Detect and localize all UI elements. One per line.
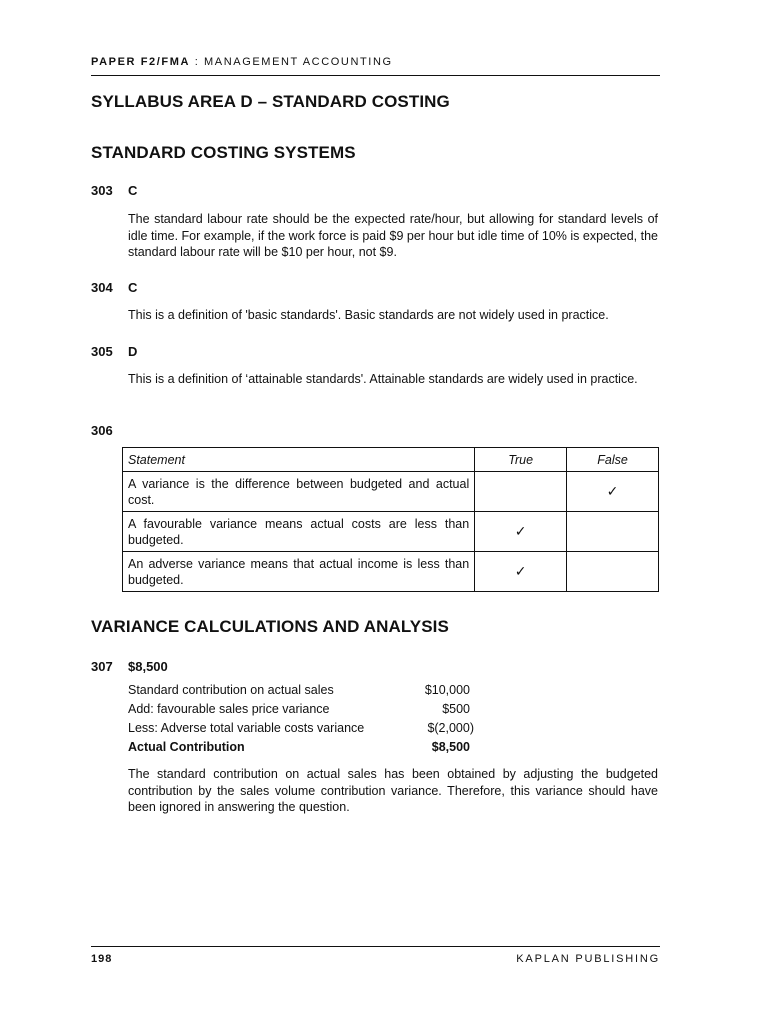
question-answer: $8,500: [128, 659, 168, 674]
question-number: 303: [91, 183, 113, 198]
calc-value: $8,500: [431, 740, 470, 754]
question-answer: C: [128, 280, 138, 295]
question-number: 306: [91, 423, 113, 438]
calc-value: $500: [442, 702, 470, 716]
question-number: 304: [91, 280, 113, 295]
column-header-statement: Statement: [123, 448, 475, 472]
calc-label: Add: favourable sales price variance: [128, 702, 330, 716]
statement-cell: An adverse variance means that actual income is less than budgeted.: [123, 552, 475, 592]
calc-label: Standard contribution on actual sales: [128, 683, 334, 697]
answer-explanation: This is a definition of 'basic standards'. Basic standards are not widely used in practice.: [128, 308, 609, 322]
question-number: 305: [91, 344, 113, 359]
header-separator: :: [190, 56, 205, 68]
table-row: [123, 472, 659, 512]
table-row: [123, 512, 659, 552]
column-header-false: False: [567, 448, 659, 472]
table-row: [123, 552, 659, 592]
footer-rule: [91, 946, 660, 947]
publisher-name: KAPLAN PUBLISHING: [516, 953, 660, 965]
false-cell: ✓: [567, 472, 659, 512]
section-title-variance-calculations: VARIANCE CALCULATIONS AND ANALYSIS: [91, 617, 449, 636]
question-answer: D: [128, 344, 138, 359]
calc-line: [128, 721, 488, 740]
page: [91, 0, 660, 1024]
header-rule: [91, 75, 660, 76]
column-header-true: True: [475, 448, 567, 472]
page-number: 198: [91, 953, 113, 965]
question-answer: C: [128, 183, 138, 198]
calc-line: [128, 702, 488, 721]
calc-label: Less: Adverse total variable costs variance: [128, 721, 365, 735]
paper-code: PAPER F2/FMA: [91, 56, 191, 68]
true-false-table: [122, 447, 659, 592]
syllabus-title: SYLLABUS AREA D – STANDARD COSTING: [91, 92, 450, 111]
question-number: 307: [91, 659, 113, 674]
statement-cell: A variance is the difference between budgeted and actual cost.: [123, 472, 475, 512]
true-cell: [475, 472, 567, 512]
false-cell: [567, 512, 659, 552]
statement-cell: A favourable variance means actual costs are less than budgeted.: [123, 512, 475, 552]
table-header-row: [123, 448, 659, 472]
true-cell: ✓: [475, 512, 567, 552]
answer-explanation: This is a definition of ‘attainable standards'. Attainable standards are widely used in practice.: [128, 372, 638, 386]
contribution-calculation: [128, 683, 488, 759]
calc-label: Actual Contribution: [128, 740, 245, 754]
subject-name: MANAGEMENT ACCOUNTING: [204, 56, 393, 68]
section-title-standard-costing: STANDARD COSTING SYSTEMS: [91, 143, 356, 162]
false-cell: [567, 552, 659, 592]
true-cell: ✓: [475, 552, 567, 592]
calc-line: [128, 683, 488, 702]
calc-value: $(2,000): [427, 721, 474, 735]
calc-total-line: [128, 740, 488, 759]
answer-explanation: The standard labour rate should be the expected rate/hour, but allowing for standard levels of idle time. For example, if the work force is paid $9 per hour but idle time of 10% is expected, the standard labour rate will be $10 per hour, not $9.: [128, 212, 658, 259]
running-header: [91, 56, 660, 68]
calc-value: $10,000: [424, 683, 470, 697]
answer-explanation: The standard contribution on actual sales has been obtained by adjusting the budgeted contribution by the sales volume contribution variance. Therefore, this variance should have been ignored in answering the question.: [128, 767, 658, 814]
